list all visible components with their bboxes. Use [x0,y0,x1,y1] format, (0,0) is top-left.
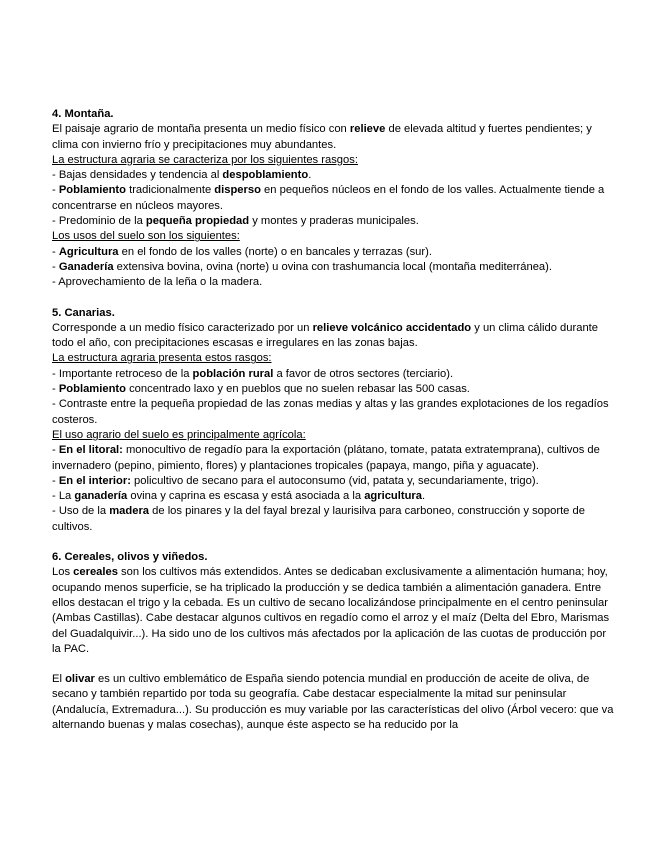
text-run: - [52,383,59,396]
text-run: - [52,444,59,457]
section-heading: 6. Cereales, olivos y viñedos. [52,551,208,564]
paragraph [52,321,615,535]
text-line [52,428,615,443]
text-run: son los cultivos más extendidos. Antes se dedicaban exclusivamente a alimentación humana; hoy, ocupando menos superficie, se ha triplicado la producción y se dedica también a alimentación ganadera. Entre ellos destacan el trigo y la cebada. Es un cultivo de secano localizándose principalmente en el centro peninsular (Ambas Castillas). Cabe destacar algunos cultivos en regadío como el arroz y el maíz (Delta del Ebro, Marismas del Guadalquivir...). Ha sido uno de los cultivos más afectados por la aplicación de las cuotas de producción por la PAC. [52,566,610,655]
text-line [52,260,615,275]
text-line [52,168,615,183]
paragraph [52,565,615,657]
subheading-text: La estructura agraria presenta estos rasgos: [52,352,272,365]
text-run: - [52,474,59,487]
section-1 [52,107,615,291]
text-run: Los [52,566,74,579]
bold-text: Poblamiento [58,184,126,197]
text-run: - Importante retroceso de la [52,367,193,380]
bold-text: En el interior: [58,474,131,487]
bold-text: población rural [192,367,274,380]
text-line [52,183,615,214]
text-run: y montes y praderas municipales. [249,215,419,228]
text-line [52,474,615,489]
text-line [52,367,615,382]
paragraph [52,122,615,290]
text-line [52,565,615,657]
text-run: . [422,490,426,503]
text-run: policultivo de secano para el autoconsumo (vid, patata y, secundariamente, trigo). [130,474,539,487]
bold-text: cereales [73,566,118,579]
text-run: - Uso de la [52,505,110,518]
text-run: - Aprovechamiento de la leña o la madera. [52,276,263,289]
text-run: en el fondo de los valles (norte) o en bancales y terrazas (sur). [118,245,432,258]
text-run: - La [52,490,75,503]
text-run: El paisaje agrario de montaña presenta un medio físico con [52,123,350,136]
text-run: - [52,260,59,273]
text-run: - Predominio de la [52,215,146,228]
subheading-text: La estructura agraria se caracteriza por los siguientes rasgos: [52,153,358,166]
text-run: concentrado laxo y en pueblos que no suelen rebasar las 500 casas. [125,383,470,396]
text-run: - [52,184,59,197]
text-run: extensiva bovina, ovina (norte) u ovina con trashumancia local (montaña mediterránea). [113,260,552,273]
text-line [52,443,615,474]
text-run: ovina y caprina es escasa y está asociada a la [127,490,365,503]
text-line [52,153,615,168]
bold-text: Ganadería [58,260,114,273]
section-2 [52,306,615,535]
text-run: de elevada altitud y fuertes pendientes; y clima con invierno frío y precipitaciones muy abundantes. [52,123,592,151]
text-run: a favor de otros sectores (terciario). [273,367,454,380]
text-run: y un clima cálido durante todo el año, con precipitaciones escasas e irregulares en las zonas bajas. [52,321,598,350]
subheading-text: Los usos del suelo son los siguientes: [52,230,240,243]
text-run: Corresponde a un medio físico caracterizado por un [52,321,313,334]
section-3 [52,550,615,733]
bold-text: pequeña propiedad [145,215,250,228]
text-line [52,321,615,352]
text-line [52,275,615,290]
section-heading: 5. Canarias. [52,306,115,319]
text-line [52,351,615,366]
text-line [52,214,615,229]
text-line [52,489,615,504]
bold-text: relieve [349,123,386,136]
bold-text: Poblamiento [58,383,126,396]
text-line [52,672,615,733]
text-line [52,382,615,397]
bold-text: olivar [65,673,95,686]
text-run: - [52,245,59,258]
bold-text: disperso [214,184,261,197]
bold-text: madera [109,505,150,518]
subheading-text: El uso agrario del suelo es principalmente agrícola: [52,428,306,441]
text-run: de los pinares y la del fayal brezal y laurisilva para carboneo, construcción y soporte de cultivos. [52,505,585,533]
section-heading: 4. Montaña. [52,108,114,120]
bold-text: En el litoral: [58,444,123,457]
text-run: . [308,169,312,182]
bold-text: despoblamiento [222,169,309,182]
text-run: - Bajas densidades y tendencia al [52,169,223,182]
paragraph [52,672,615,733]
text-run: es un cultivo emblemático de España siendo potencia mundial en producción de aceite de oliva, de secano y también repartido por toda su geografía. Cabe destacar especialmente la mitad sur peninsular (Andalucía, Extremadura...). Su producción es muy variable por las características del olivo (Árbol vecero: que va alternando buenas y malas cosechas), aunque éste aspecto se ha reducido por la [52,673,614,731]
bold-text: ganadería [74,490,128,503]
text-line [52,504,615,535]
text-line [52,245,615,260]
text-run: - Contraste entre la pequeña propiedad de las zonas medias y altas y las grandes explotaciones de los regadíos costeros. [52,398,609,426]
text-run: El [52,673,66,686]
bold-text: relieve volcánico accidentado [312,321,472,334]
text-line [52,229,615,244]
bold-text: Agricultura [58,245,119,258]
bold-text: agricultura [364,490,423,503]
text-run: tradicionalmente [125,184,215,197]
text-line [52,122,615,153]
text-line [52,397,615,428]
text-run: en pequeños núcleos en el fondo de los valles. Actualmente tiende a concentrarse en núcleos mayores. [52,184,605,212]
text-run: monocultivo de regadío para la exportación (plátano, tomate, patata extratemprana), cultivos de invernadero (pepino, pimiento, flores) y plantaciones tropicales (papaya, mango, piña y aguacate). [52,444,600,472]
